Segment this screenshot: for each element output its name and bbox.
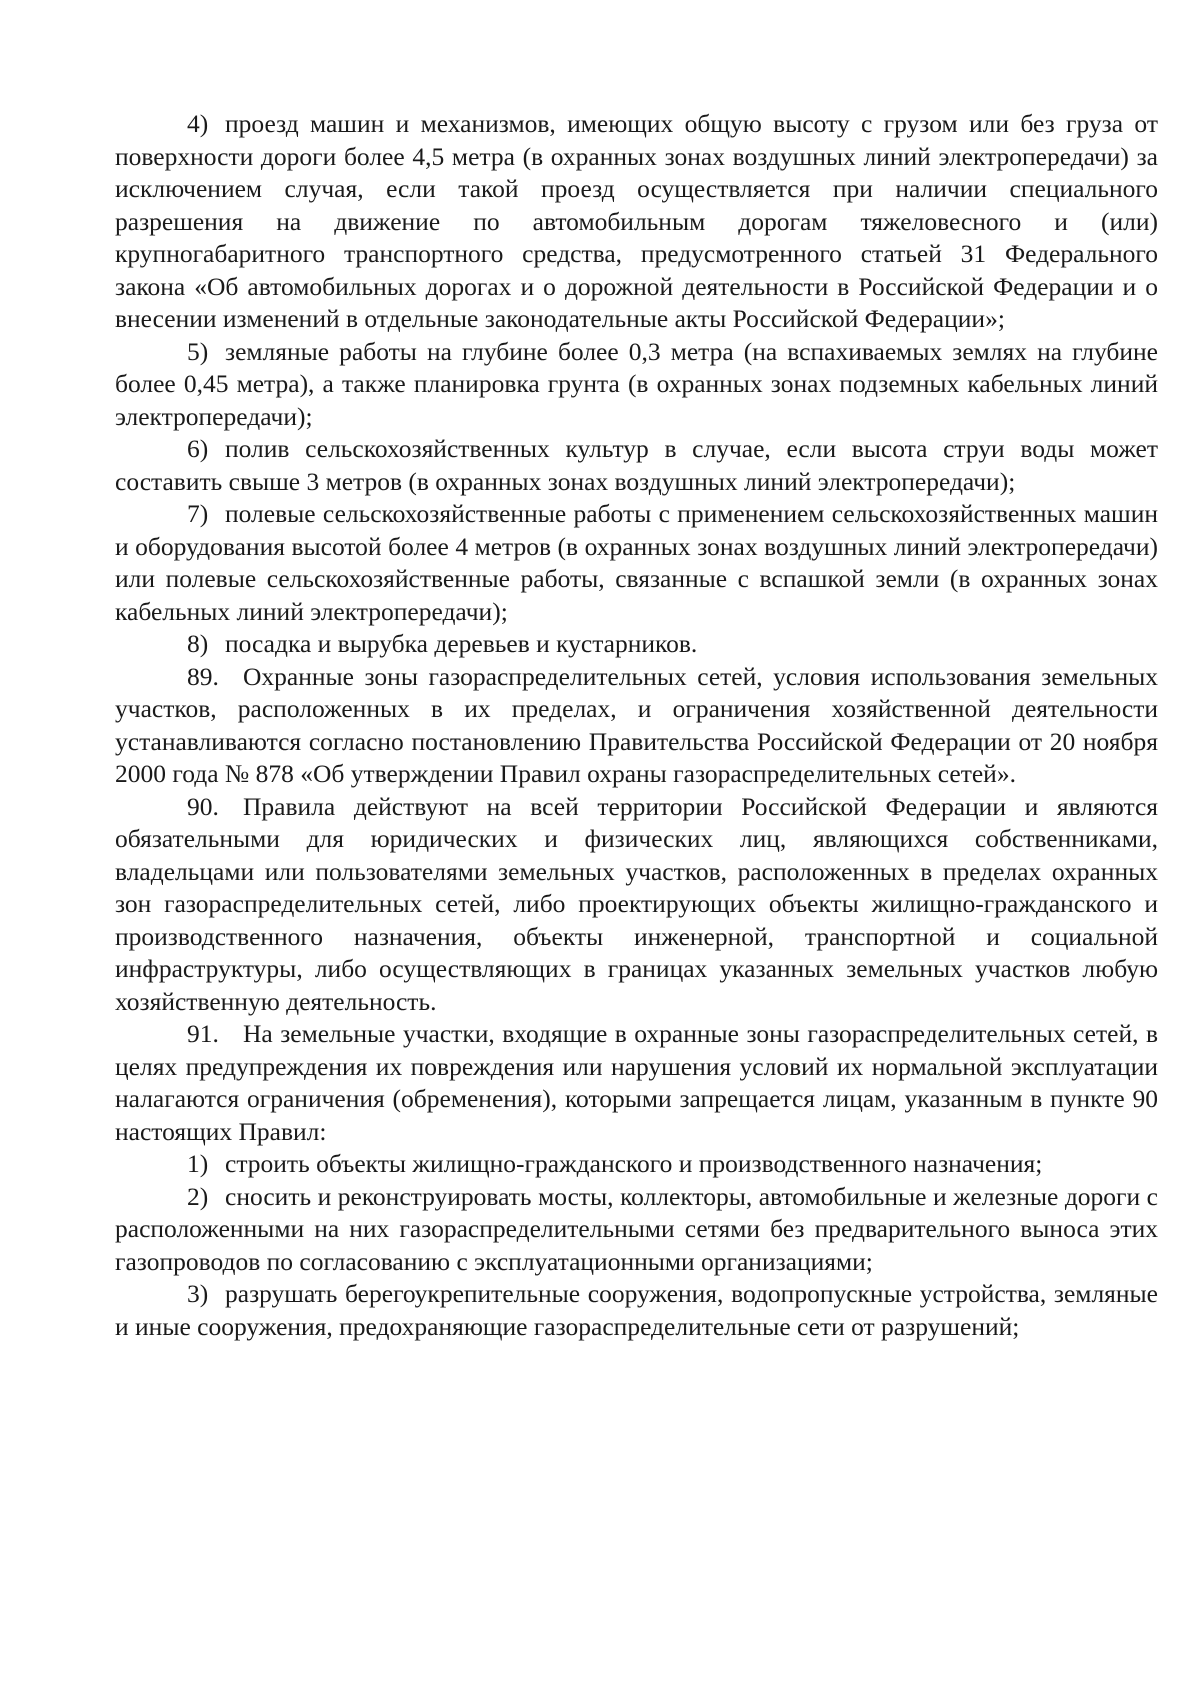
list-item-8 xyxy=(115,628,1158,661)
item-number: 4) xyxy=(187,109,209,138)
list-item-2 xyxy=(115,1181,1158,1279)
list-item-7 xyxy=(115,498,1158,628)
section-91 xyxy=(115,1018,1158,1148)
item-number: 2) xyxy=(187,1181,209,1211)
list-item-3 xyxy=(115,1278,1158,1343)
item-number: 3) xyxy=(187,1279,209,1308)
item-number: 1) xyxy=(187,1149,209,1178)
item-text: полив сельскохозяйственных культур в случае, если высота струи воды может составить свыше 3 метров (в охранных зонах воздушных линий электропередачи); xyxy=(115,434,1158,496)
section-90 xyxy=(115,791,1158,1019)
list-item-6 xyxy=(115,433,1158,498)
item-number: 8) xyxy=(187,629,209,658)
list-item-1 xyxy=(115,1148,1158,1181)
item-number: 6) xyxy=(187,434,209,463)
list-item-4 xyxy=(115,108,1158,336)
section-number: 91. xyxy=(187,1019,219,1048)
section-text: На земельные участки, входящие в охранные зоны газораспределительных сетей, в целях предупреждения их повреждения или нарушения условий их нормальной эксплуатации налагаются ограничения (обременения), которыми запрещается лицам, указанным в пункте 90 настоящих Правил: xyxy=(115,1019,1158,1146)
list-item-5 xyxy=(115,336,1158,434)
section-number: 90. xyxy=(187,791,219,821)
item-text: проезд машин и механизмов, имеющих общую высоту с грузом или без груза от поверхности дороги более 4,5 метра (в охранных зонах воздушных линий электропередачи) за исключением случая, если такой проезд осуществляется при наличии специального разрешения на движение по автомобильным дорогам тяжеловесного и (или) крупногабаритного транспортного средства, предусмотренного статьей 31 Федерального закона «Об автомобильных дорогах и о дорожной деятельности в Российской Федерации и о внесении изменений в отдельные законодательные акты Российской Федерации»; xyxy=(115,109,1158,333)
item-number: 7) xyxy=(187,499,209,528)
item-text: разрушать берегоукрепительные сооружения, водопропускные устройства, земляные и иные сооружения, предохраняющие газораспределительные сети от разрушений; xyxy=(115,1279,1158,1341)
item-text: земляные работы на глубине более 0,3 метра (на вспахиваемых землях на глубине более 0,45 метра), а также планировка грунта (в охранных зонах подземных кабельных линий электропередачи); xyxy=(115,336,1158,431)
section-number: 89. xyxy=(187,661,219,691)
item-number: 5) xyxy=(187,336,209,366)
section-text: Охранные зоны газораспределительных сетей, условия использования земельных участков, расположенных в их пределах, и ограничения хозяйственной деятельности устанавливаются согласно постановлению Правительства Российской Федерации от 20 ноября 2000 года № 878 «Об утверждении Правил охраны газораспределительных сетей». xyxy=(115,661,1158,788)
item-text: посадка и вырубка деревьев и кустарников. xyxy=(225,629,698,658)
item-text: полевые сельскохозяйственные работы с применением сельскохозяйственных машин и оборудования высотой более 4 метров (в охранных зонах воздушных линий электропередачи) или полевые сельскохозяйственные работы, связанные с вспашкой земли (в охранных зонах кабельных линий электропередачи); xyxy=(115,499,1158,626)
section-89 xyxy=(115,661,1158,791)
item-text: строить объекты жилищно-гражданского и производственного назначения; xyxy=(225,1149,1043,1178)
document-page xyxy=(115,108,1158,1343)
section-text: Правила действуют на всей территории Российской Федерации и являются обязательными для юридических и физических лиц, являющихся собственниками, владельцами или пользователями земельных участков, расположенных в пределах охранных зон газораспределительных сетей, либо проектирующих объекты жилищно-гражданского и производственного назначения, объекты инженерной, транспортной и социальной инфраструктуры, либо осуществляющих в границах указанных земельных участков любую хозяйственную деятельность. xyxy=(115,791,1158,1016)
item-text: сносить и реконструировать мосты, коллекторы, автомобильные и железные дороги с расположенными на них газораспределительными сетями без предварительного выноса этих газопроводов по согласованию с эксплуатационными организациями; xyxy=(115,1181,1158,1276)
